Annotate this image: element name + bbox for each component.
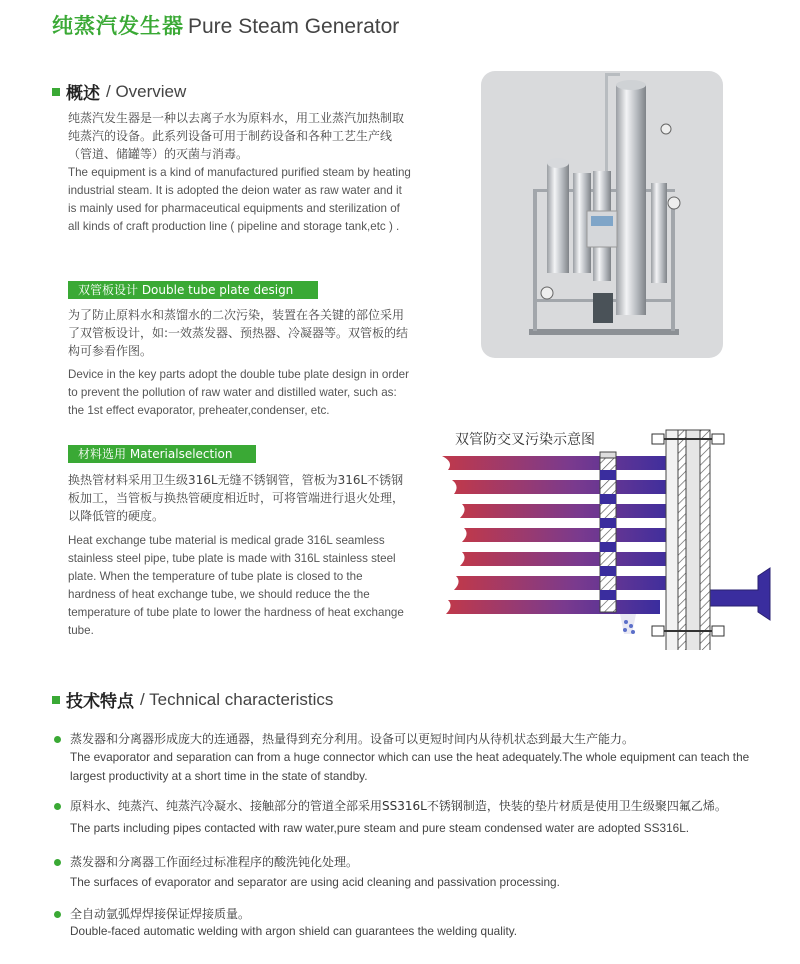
square-bullet-icon	[52, 696, 60, 704]
double-tube-label: 双管板设计 Double tube plate design	[68, 281, 318, 299]
tech-item-2-en: The parts including pipes contacted with raw water,pure steam and pure steam condensed water are adopted SS316L.	[70, 821, 690, 835]
double-tube-text-en: Device in the key parts adopt the double tube plate design in order to prevent the pollution of raw water and distilled water, such as: the 1st effect evaporator, preheater,condenser, etc.	[68, 368, 409, 417]
steam-generator-illustration	[481, 71, 723, 358]
tech-item-1-cn: 蒸发器和分离器形成庞大的连通器，热量得到充分利用。设备可以更短时间内从待机状态到最大生产能力。	[70, 732, 635, 746]
technical-heading-en: / Technical characteristics	[140, 689, 334, 709]
double-tube-cross-section	[440, 428, 780, 650]
bullet-icon	[54, 803, 61, 810]
tech-item-4-cn: 全自动氩弧焊焊接保证焊接质量。	[70, 907, 251, 921]
tech-item-1-en: The evaporator and separation can from a huge connector which can use the heat adequately.The whole equipment can teach the largest productivity at a short time in the state of standby.	[70, 750, 750, 783]
tech-item-3-en: The surfaces of evaporator and separator are using acid cleaning and passivation processing.	[70, 875, 560, 889]
overview-heading-en: / Overview	[106, 81, 187, 101]
bullet-icon	[54, 859, 61, 866]
technical-heading	[52, 687, 333, 712]
material-text-en: Heat exchange tube material is medical grade 316L seamless stainless steel pipe, tube plate is made with 316L stainless steel plate. When the temperature of tube plate is closed to the hardness of heat exchange tube, we should reduce the the temperature of tube plate to lower the hardness of heat exchange tube.	[68, 534, 404, 637]
heat-exchange-tubes	[442, 456, 676, 614]
tech-item-4-en: Double-faced automatic welding with argon shield can guarantees the welding quality.	[70, 924, 518, 938]
diagram-title: 双管防交叉污染示意图	[455, 432, 595, 448]
tech-item-2-cn: 原料水、纯蒸汽、纯蒸汽冷凝水、接触部分的管道全部采用SS316L不锈钢制造，快装的垫片材质是使用卫生级聚四氟乙烯。	[70, 799, 727, 813]
technical-heading-cn: 技术特点	[66, 692, 134, 712]
page-title	[52, 10, 399, 40]
square-bullet-icon	[52, 88, 60, 96]
bullet-icon	[54, 911, 61, 918]
title-cn: 纯蒸汽发生器	[52, 14, 184, 38]
double-tube-text-cn: 为了防止原料水和蒸馏水的二次污染，装置在各关键的部位采用了双管板设计，如:一效蒸发器、预热器、冷凝器等。双管板的结构可参看作图。	[68, 308, 409, 358]
title-en: Pure Steam Generator	[188, 15, 400, 38]
material-text-cn: 换热管材料采用卫生级316L无缝不锈钢管，管板为316L不锈钢板加工，当管板与换热管硬度相近时，可将管端进行退火处理，以降低管的硬度。	[68, 473, 405, 523]
leak-drops-icon	[620, 614, 636, 634]
overview-text-en: The equipment is a kind of manufactured purified steam by heating industrial steam. It is adopted the deion water as raw water and it is mainly used for pharmaceutical equipments and sterilization of all kinds of craft production line ( pipeline and storage tank,etc ) .	[68, 166, 411, 233]
double-tube-diagram	[440, 428, 780, 650]
product-photo	[481, 71, 723, 358]
overview-heading	[52, 79, 186, 104]
material-label: 材料选用 Materialselection	[68, 445, 256, 463]
overview-heading-cn: 概述	[66, 84, 100, 104]
tech-item-3-cn: 蒸发器和分离器工作面经过标准程序的酸洗钝化处理。	[70, 855, 359, 869]
bullet-icon	[54, 736, 61, 743]
overview-text-cn: 纯蒸汽发生器是一种以去离子水为原料水，用工业蒸汽加热制取纯蒸汽的设备。此系列设备可用于制药设备和各种工艺生产线（管道、储罐等）的灭菌与消毒。	[68, 111, 405, 161]
